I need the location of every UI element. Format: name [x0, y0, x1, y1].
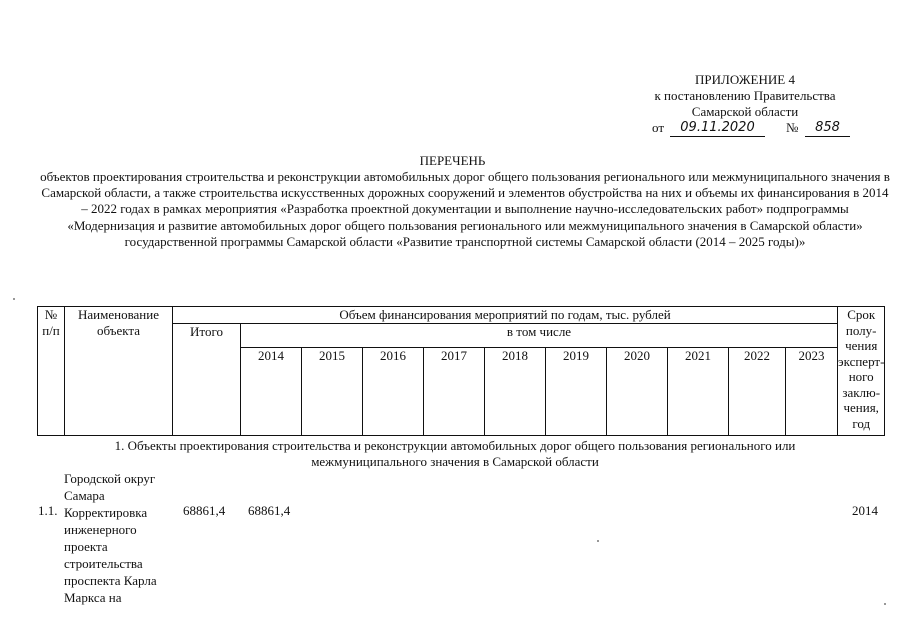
header-year: 2023 [786, 348, 838, 436]
header-year: 2018 [485, 348, 546, 436]
header-year: 2017 [424, 348, 485, 436]
header-year: 2015 [302, 348, 363, 436]
header-year: 2021 [668, 348, 729, 436]
scan-speck [597, 540, 599, 542]
header-year: 2020 [607, 348, 668, 436]
resolution-date: 09.11.2020 [670, 120, 765, 137]
appendix-title: ПРИЛОЖЕНИЕ 4 [695, 72, 795, 87]
row-number: 1.1. [38, 503, 58, 518]
header-year: 2019 [546, 348, 607, 436]
appendix-line-1: к постановлению Правительства [654, 88, 836, 103]
document-description: объектов проектирования строительства и реконструкции автомобильных дорог общего пользования регионального или межмуниципального значения в Самарской области, а также строительства искусственных дорожных сооружений и элементов обустройства на них и объемы их финансирования в 2014 – 2022 годах в рамках мероприятия «Разработка проектной документации и выполнение научно-исследовательских работ» подпрограммы «Модернизация и развитие автомобильных дорог общего пользования регионального или межмуниципального значения в Самарской области» государственной программы Самарской области «Развитие транспортной системы Самарской области (2014 – 2025 годы)» [40, 169, 890, 249]
section-heading: 1. Объекты проектирования строительства и реконструкции автомобильных дорог общего пользования регионального или межмуниципального значения в Самарской области [114, 438, 796, 469]
number-label: № [786, 120, 799, 135]
header-year: 2022 [729, 348, 786, 436]
resolution-number: 858 [805, 120, 850, 137]
header-number: № п/п [38, 307, 65, 436]
row-year-2014: 68861,4 [248, 503, 291, 518]
header-including: в том числе [241, 324, 838, 348]
document-title: ПЕРЕЧЕНЬ [419, 153, 486, 168]
financing-table [37, 306, 885, 436]
header-year: 2014 [241, 348, 302, 436]
header-object-name: Наименование объекта [65, 307, 173, 436]
header-financing: Объем финансирования мероприятий по годам, тыс. рублей [173, 307, 838, 324]
scan-speck [13, 298, 15, 300]
header-total: Итого [173, 324, 241, 436]
resolution-signature-line [600, 120, 890, 138]
appendix-line-2: Самарской области [691, 104, 799, 119]
row-object-name: Городской округ Самара Корректировка инженерного проекта строительства проспекта Карла Маркса на [64, 471, 157, 605]
scan-speck [884, 603, 886, 605]
appendix-header [600, 72, 890, 138]
header-term: Срок полу-чения эксперт-ного заклю-чения, год [838, 307, 885, 436]
header-year: 2016 [363, 348, 424, 436]
row-term: 2014 [852, 503, 878, 518]
from-label: от [652, 120, 665, 135]
row-total: 68861,4 [183, 503, 226, 518]
